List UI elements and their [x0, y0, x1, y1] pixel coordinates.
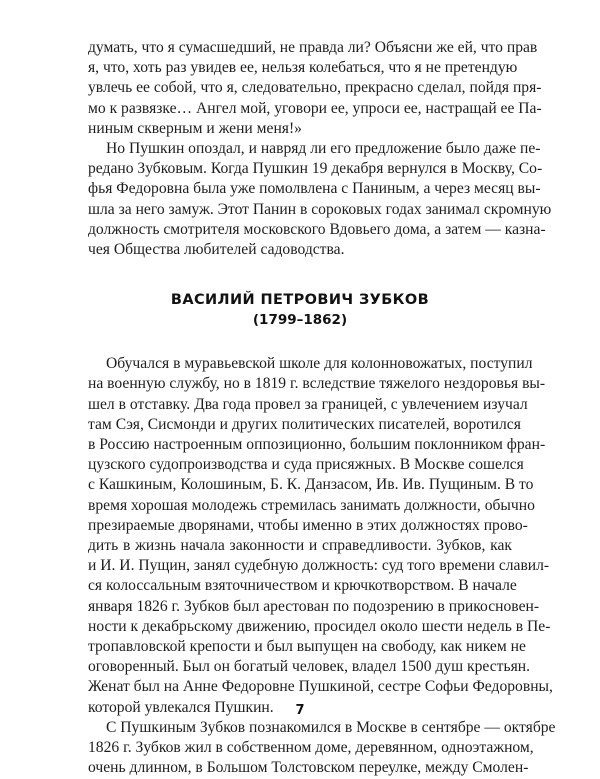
text-line: 1826 г. Зубков жил в собственном доме, деревянном, одноэтажном, — [88, 739, 534, 757]
text-line: ся колоссальным взяточничеством и крючкотворством. В начале — [88, 577, 517, 595]
text-line: должность смотрителя московского Вдовьего дома, а затем — казна- — [88, 220, 546, 238]
text-line: которой увлекался Пушкин. — [88, 698, 274, 716]
text-line: ности к декабрьскому движению, просидел около шести недель в Пе- — [88, 617, 551, 635]
text-line: редано Зубковым. Когда Пушкин 19 декабря вернулся в Москву, Со- — [88, 160, 543, 178]
text-line: мо к развязке… Ангел мой, уговори ее, упроси ее, настращай ее Па- — [88, 99, 542, 117]
page-number: 7 — [295, 703, 305, 718]
text-line: Но Пушкин опоздал, и навряд ли его предложение было даже пе- — [106, 140, 541, 158]
text-line: оговоренный. Был он богатый человек, владел 1500 душ крестьян. — [88, 658, 530, 676]
paragraph-biography — [88, 354, 553, 718]
page-body — [88, 38, 556, 779]
text-line: там Сэя, Сисмонди и других политических писателей, воротился — [88, 415, 521, 433]
section-title: ВАСИЛИЙ ПЕТРОВИЧ ЗУБКОВ — [170, 292, 430, 309]
paragraph-acquaintance — [88, 718, 556, 779]
text-line: фья Федоровна была уже помолвлена с Паниным, а через месяц вы- — [88, 180, 541, 198]
section-years: (1799–1862) — [252, 312, 348, 329]
text-line: Женат был на Анне Федоровне Пушкиной, сестре Софьи Федоровны, — [88, 678, 553, 696]
text-line: я, что, хоть раз увидев ее, нельзя колебаться, что я не претендую — [88, 59, 518, 77]
text-line: января 1826 г. Зубков был арестован по подозрению в прикосновен- — [88, 597, 540, 615]
text-line: презираемые дворянами, чтобы именно в этих должностях прово- — [88, 516, 528, 534]
text-line: Обучался в муравьевской школе для колонновожатых, поступил — [106, 355, 533, 373]
text-line: чея Общества любителей садоводства. — [88, 241, 345, 259]
text-line: увлечь ее собой, что я, следовательно, прекрасно сделал, пойдя пря- — [88, 79, 542, 97]
text-line: дить в жизнь начала законности и справедливости. Зубков, как — [88, 537, 512, 555]
text-line: и И. И. Пущин, занял судебную должность: суд того времени славил- — [88, 557, 550, 575]
text-line: на военную службу, но в 1819 г. вследствие тяжелого нездоровья вы- — [88, 375, 546, 393]
paragraph-pushkin-late — [88, 139, 552, 260]
text-line: шла за него замуж. Этот Панин в сороковых годах занимал скромную — [88, 200, 552, 218]
text-line: цузского судопроизводства и суда присяжных. В Москве сошелся — [88, 456, 524, 474]
text-line: с Кашкиным, Колошиным, Б. К. Данзасом, Ив. Ив. Пущиным. В то — [88, 476, 534, 494]
text-line: шел в отставку. Два года провел за границей, с увлечением изучал — [88, 395, 528, 413]
text-line: время хорошая молодежь стремилась занимать должности, обычно — [88, 496, 535, 514]
text-line: ниным скверным и жени меня!» — [88, 119, 302, 137]
text-line: думать, что я сумасшедший, не правда ли? Объясни же ей, что прав — [88, 39, 538, 56]
text-line: очень длинном, в Большом Толстовском переулке, между Смолен- — [88, 759, 529, 777]
paragraph-letter-ending — [88, 38, 542, 139]
text-line: в Россию настроенным оппозиционно, большим поклонником фран- — [88, 436, 546, 454]
text-line: тропавловской крепости и был выпущен на свободу, как никем не — [88, 638, 526, 656]
text-line: С Пушкиным Зубков познакомился в Москве в сентябре — октябре — [106, 718, 556, 736]
